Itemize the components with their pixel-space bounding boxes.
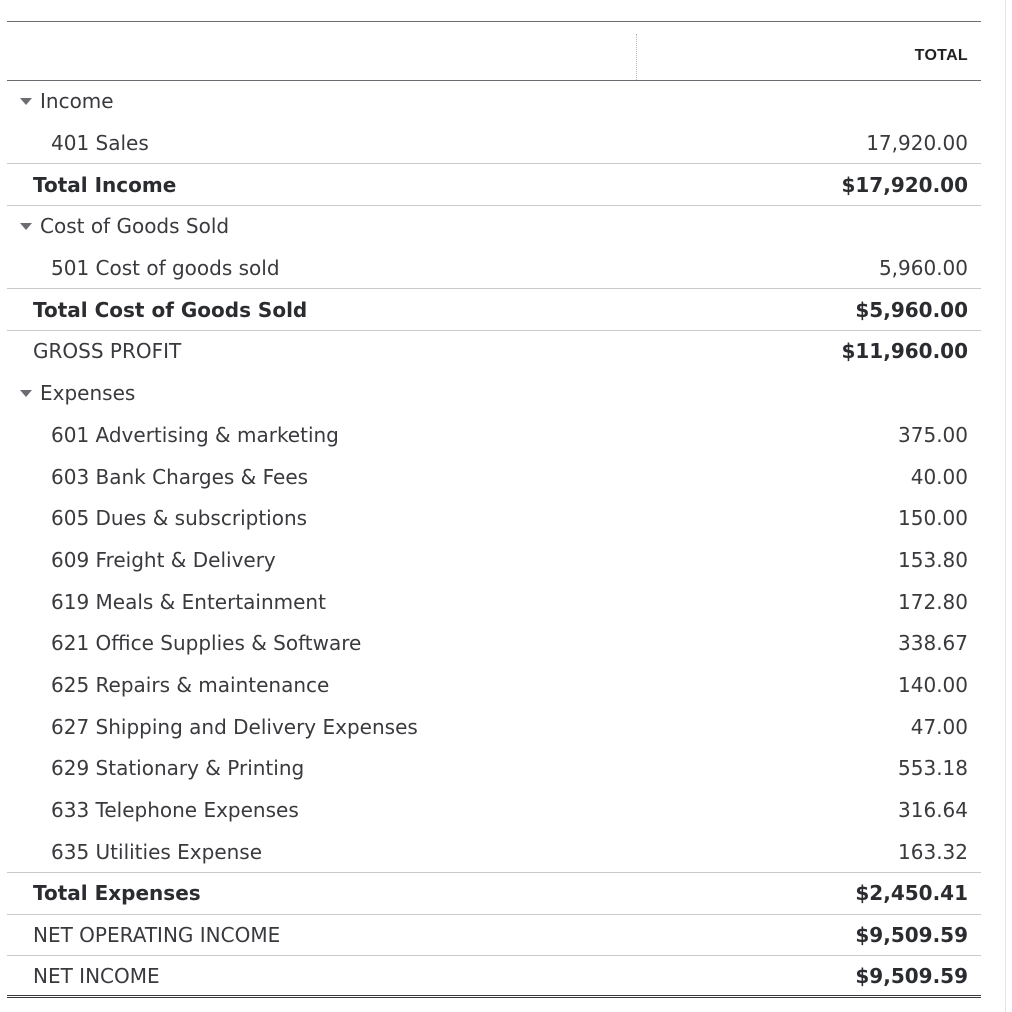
account-label: 401 Sales xyxy=(51,131,149,156)
account-amount[interactable]: 172.80 xyxy=(898,589,968,614)
total-income-row xyxy=(7,164,981,206)
account-amount[interactable]: 338.67 xyxy=(898,631,968,656)
net-operating-income-amount[interactable]: $9,509.59 xyxy=(855,923,968,948)
account-amount[interactable]: 553.18 xyxy=(898,756,968,781)
expenses-section-row[interactable] xyxy=(7,373,981,415)
account-row-601[interactable] xyxy=(7,415,981,457)
account-amount[interactable]: 163.32 xyxy=(898,839,968,864)
income-section-label: Income xyxy=(40,89,114,114)
account-label: 625 Repairs & maintenance xyxy=(51,672,330,697)
account-amount[interactable]: 40.00 xyxy=(910,464,968,489)
column-resize-handle[interactable] xyxy=(636,34,637,80)
total-expenses-row xyxy=(7,873,981,915)
profit-and-loss-report xyxy=(7,21,981,998)
gross-profit-row xyxy=(7,331,981,373)
total-expenses-amount[interactable]: $2,450.41 xyxy=(855,881,968,906)
account-amount[interactable]: 17,920.00 xyxy=(866,131,968,156)
account-row-619[interactable] xyxy=(7,581,981,623)
account-label: 627 Shipping and Delivery Expenses xyxy=(51,714,418,739)
account-label: 621 Office Supplies & Software xyxy=(51,631,362,656)
account-amount[interactable]: 47.00 xyxy=(910,714,968,739)
total-income-amount[interactable]: $17,920.00 xyxy=(841,172,968,197)
total-expenses-label: Total Expenses xyxy=(33,881,201,906)
cogs-section-row[interactable] xyxy=(7,206,981,248)
cogs-section-label: Cost of Goods Sold xyxy=(40,214,230,239)
account-row-605[interactable] xyxy=(7,498,981,540)
account-row-609[interactable] xyxy=(7,540,981,582)
collapse-caret-icon[interactable] xyxy=(20,390,32,397)
account-label: 629 Stationary & Printing xyxy=(51,756,305,781)
account-label: 603 Bank Charges & Fees xyxy=(51,464,309,489)
account-label: 501 Cost of goods sold xyxy=(51,256,280,281)
account-label: 605 Dues & subscriptions xyxy=(51,506,308,531)
section-label[interactable] xyxy=(7,381,135,405)
account-row-603[interactable] xyxy=(7,456,981,498)
total-cogs-label: Total Cost of Goods Sold xyxy=(33,297,308,322)
account-label: 633 Telephone Expenses xyxy=(51,798,299,823)
section-label[interactable] xyxy=(7,214,229,238)
account-row-625[interactable] xyxy=(7,665,981,707)
account-row-633[interactable] xyxy=(7,790,981,832)
report-header-row xyxy=(7,22,981,81)
account-label: 619 Meals & Entertainment xyxy=(51,589,326,614)
account-label: 601 Advertising & marketing xyxy=(51,422,339,447)
account-label: 609 Freight & Delivery xyxy=(51,547,276,572)
account-amount[interactable]: 140.00 xyxy=(898,672,968,697)
account-row-629[interactable] xyxy=(7,748,981,790)
account-row-501-cost-of-goods-sold[interactable] xyxy=(7,248,981,290)
account-label: 635 Utilities Expense xyxy=(51,839,263,864)
total-income-label: Total Income xyxy=(33,172,177,197)
account-amount[interactable]: 5,960.00 xyxy=(878,256,968,281)
account-row-627[interactable] xyxy=(7,706,981,748)
collapse-caret-icon[interactable] xyxy=(20,223,32,230)
total-cogs-amount[interactable]: $5,960.00 xyxy=(855,297,968,322)
account-row-635[interactable] xyxy=(7,831,981,873)
net-operating-income-row xyxy=(7,915,981,957)
section-label[interactable] xyxy=(7,89,114,113)
account-amount[interactable]: 150.00 xyxy=(898,506,968,531)
account-row-621[interactable] xyxy=(7,623,981,665)
account-amount[interactable]: 153.80 xyxy=(898,547,968,572)
gross-profit-label: GROSS PROFIT xyxy=(33,339,182,364)
net-income-row xyxy=(7,956,981,998)
net-income-label: NET INCOME xyxy=(33,963,160,988)
account-row-401-sales[interactable] xyxy=(7,123,981,165)
net-operating-income-label: NET OPERATING INCOME xyxy=(33,923,281,948)
income-section-row[interactable] xyxy=(7,81,981,123)
total-column-header[interactable]: TOTAL xyxy=(914,47,968,64)
account-amount[interactable]: 375.00 xyxy=(898,422,968,447)
expenses-section-label: Expenses xyxy=(40,381,136,406)
account-amount[interactable]: 316.64 xyxy=(898,798,968,823)
total-cogs-row xyxy=(7,289,981,331)
gross-profit-amount[interactable]: $11,960.00 xyxy=(841,339,968,364)
net-income-amount[interactable]: $9,509.59 xyxy=(855,963,968,988)
right-edge-rule xyxy=(1005,0,1006,1012)
collapse-caret-icon[interactable] xyxy=(20,98,32,105)
